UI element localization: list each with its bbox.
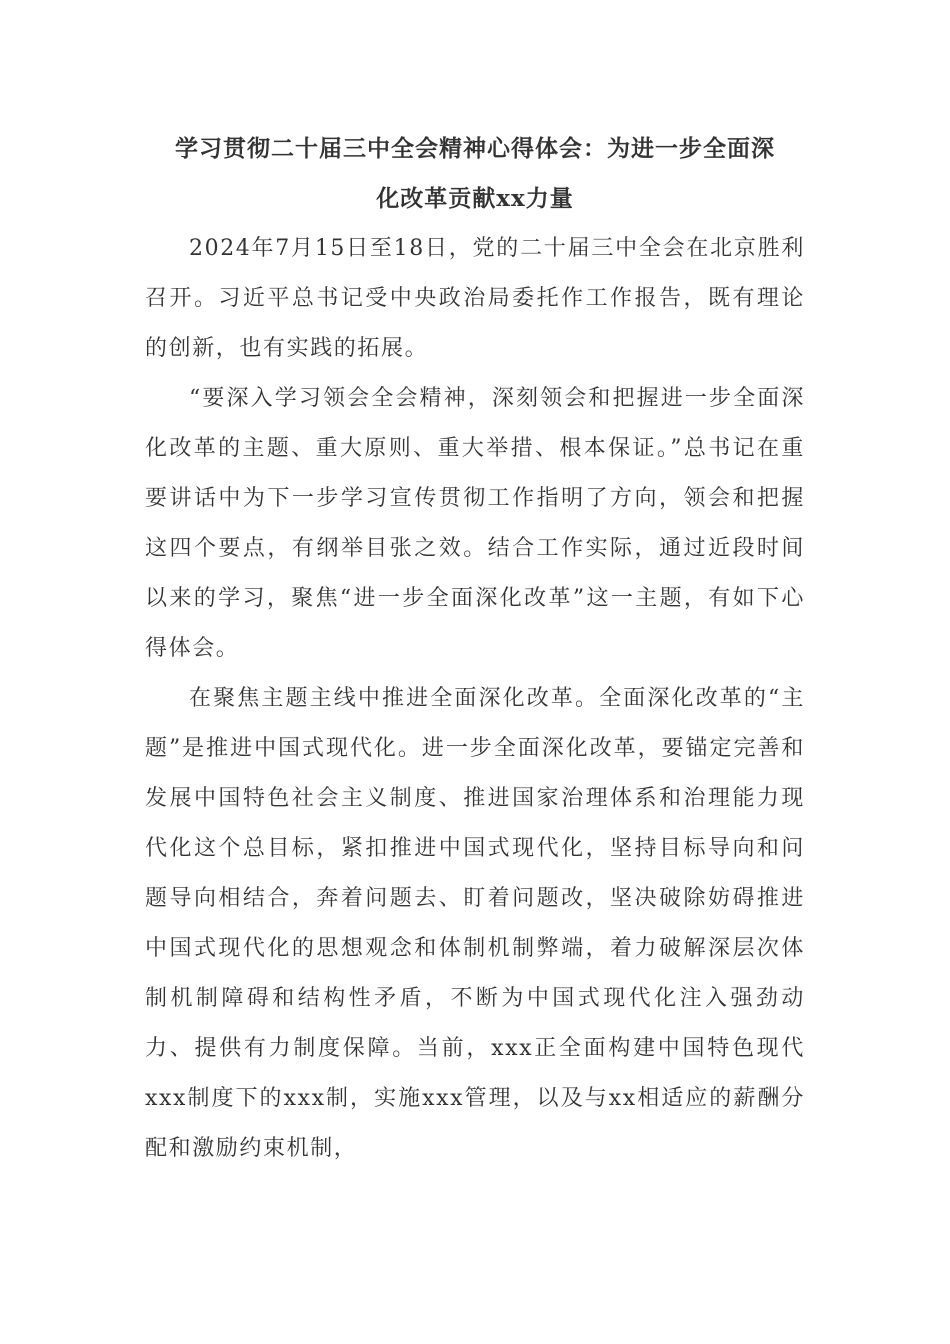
document-title-line-2: 化改革贡献xx力量 xyxy=(376,185,574,212)
paragraph-2: “要深入学习领会全会精神，深刻领会和把握进一步全面深化改革的主题、重大原则、重大举措、根本保证。”总书记在重要讲话中为下一步学习宣传贯彻工作指明了方向，领会和把握这四个要点，有纲举目张之效。结合工作实际，通过近段时间以来的学习，聚焦“进一步全面深化改革”这一主题，有如下心得体会。 xyxy=(145,386,805,661)
paragraph-1: 2024年7月15日至18日，党的二十届三中全会在北京胜利召开。习近平总书记受中央政治局委托作工作报告，既有理论的创新，也有实践的拓展。 xyxy=(145,236,805,361)
paragraph-3: 在聚焦主题主线中推进全面深化改革。全面深化改革的“主题”是推进中国式现代化。进一步全面深化改革，要锚定完善和发展中国特色社会主义制度、推进国家治理体系和治理能力现代化这个总目标，紧扣推进中国式现代化，坚持目标导向和问题导向相结合，奔着问题去、盯着问题改，坚决破除妨碍推进中国式现代化的思想观念和体制机制弊端，着力破解深层次体制机制障碍和结构性矛盾，不断为中国式现代化注入强劲动力、提供有力制度保障。当前，xxx正全面构建中国特色现代xxx制度下的xxx制，实施xxx管理，以及与xx相适应的薪酬分配和激励约束机制， xyxy=(145,686,805,1161)
document-body xyxy=(145,124,805,1174)
document-title-line-1: 学习贯彻二十届三中全会精神心得体会：为进一步全面深 xyxy=(175,135,775,162)
document-title xyxy=(145,124,805,224)
